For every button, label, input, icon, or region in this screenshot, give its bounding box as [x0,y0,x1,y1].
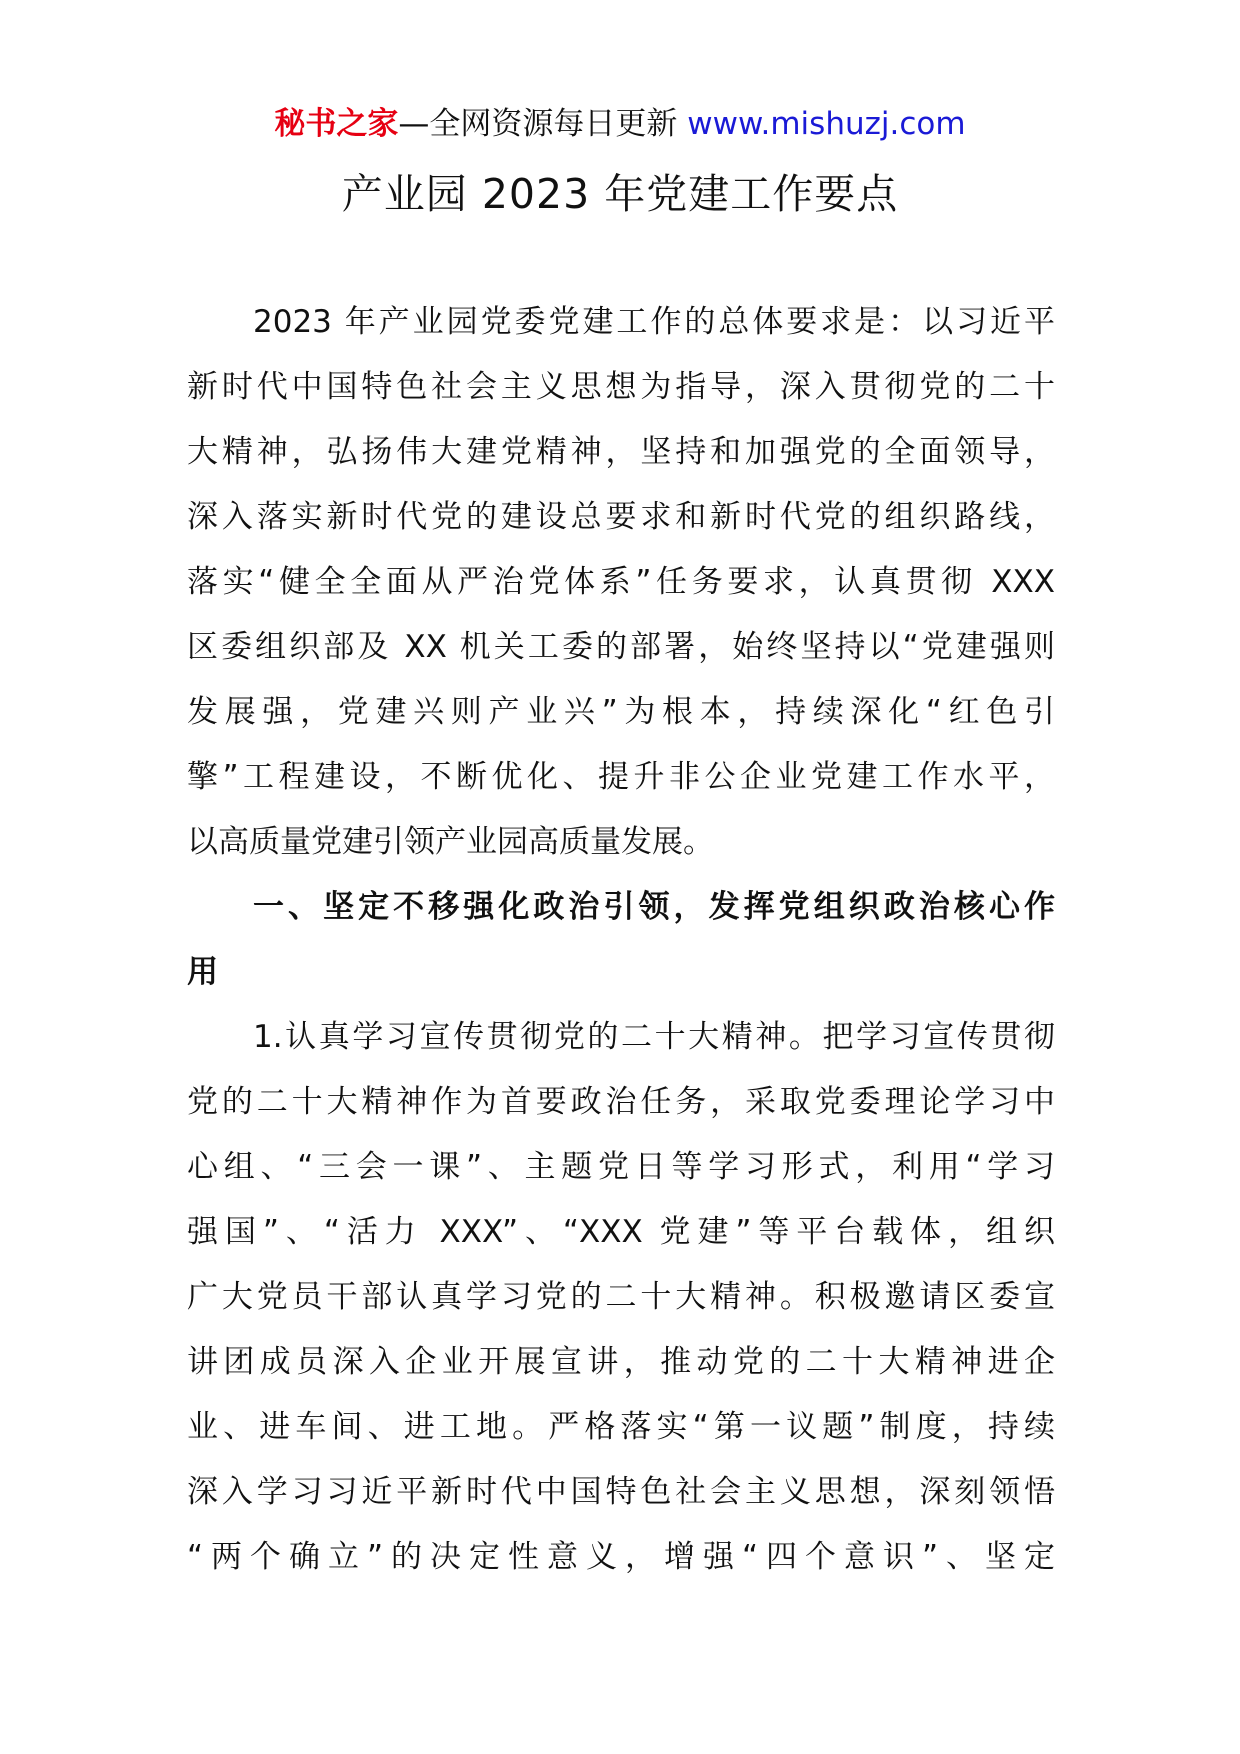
document-title: 产业园 2023 年党建工作要点 [341,170,899,218]
heading-line: 用 [187,954,218,990]
heading-line: 一、坚定不移强化政治引领，发挥党组织政治核心作 [253,889,1055,925]
text-line: 擎”工程建设，不断优化、提升非公企业党建工作水平， [187,759,1055,795]
site-url-link[interactable]: www.mishuzj.com [687,106,966,142]
header-slogan: —全网资源每日更新 [398,106,678,142]
text-line: 区委组织部及 XX 机关工委的部署，始终坚持以“党建强则 [187,629,1055,665]
text-line: “两个确立”的决定性意义，增强“四个意识”、坚定 [187,1539,1055,1575]
brand-name: 秘书之家 [274,106,399,142]
text-line: 业、进车间、进工地。严格落实“第一议题”制度，持续 [187,1409,1055,1445]
text-line: 1.认真学习宣传贯彻党的二十大精神。把学习宣传贯彻 [253,1019,1055,1055]
text-line: 心组、“三会一课”、主题党日等学习形式，利用“学习 [187,1149,1055,1185]
section-heading [187,875,1055,1005]
intro-paragraph [187,290,1055,875]
text-line: 深入学习习近平新时代中国特色社会主义思想，深刻领悟 [187,1474,1055,1510]
text-line: 深入落实新时代党的建设总要求和新时代党的组织路线， [187,499,1055,535]
site-header [0,101,1240,147]
text-line: 强国”、“活力 XXX”、“XXX 党建”等平台载体，组织 [187,1214,1055,1250]
text-line: 大精神，弘扬伟大建党精神，坚持和加强党的全面领导， [187,434,1055,470]
text-line: 讲团成员深入企业开展宣讲，推动党的二十大精神进企 [187,1344,1055,1380]
item-1-paragraph [187,1005,1055,1590]
text-line: 落实“健全全面从严治党体系”任务要求，认真贯彻 XXX [187,564,1055,600]
text-line: 以高质量党建引领产业园高质量发展。 [187,824,714,860]
text-line: 广大党员干部认真学习党的二十大精神。积极邀请区委宣 [187,1279,1055,1315]
text-line: 发展强，党建兴则产业兴”为根本，持续深化“红色引 [187,694,1055,730]
document-body [187,290,1055,1590]
text-line: 党的二十大精神作为首要政治任务，采取党委理论学习中 [187,1084,1055,1120]
text-line: 新时代中国特色社会主义思想为指导，深入贯彻党的二十 [187,369,1055,405]
text-line: 2023 年产业园党委党建工作的总体要求是：以习近平 [253,304,1055,340]
